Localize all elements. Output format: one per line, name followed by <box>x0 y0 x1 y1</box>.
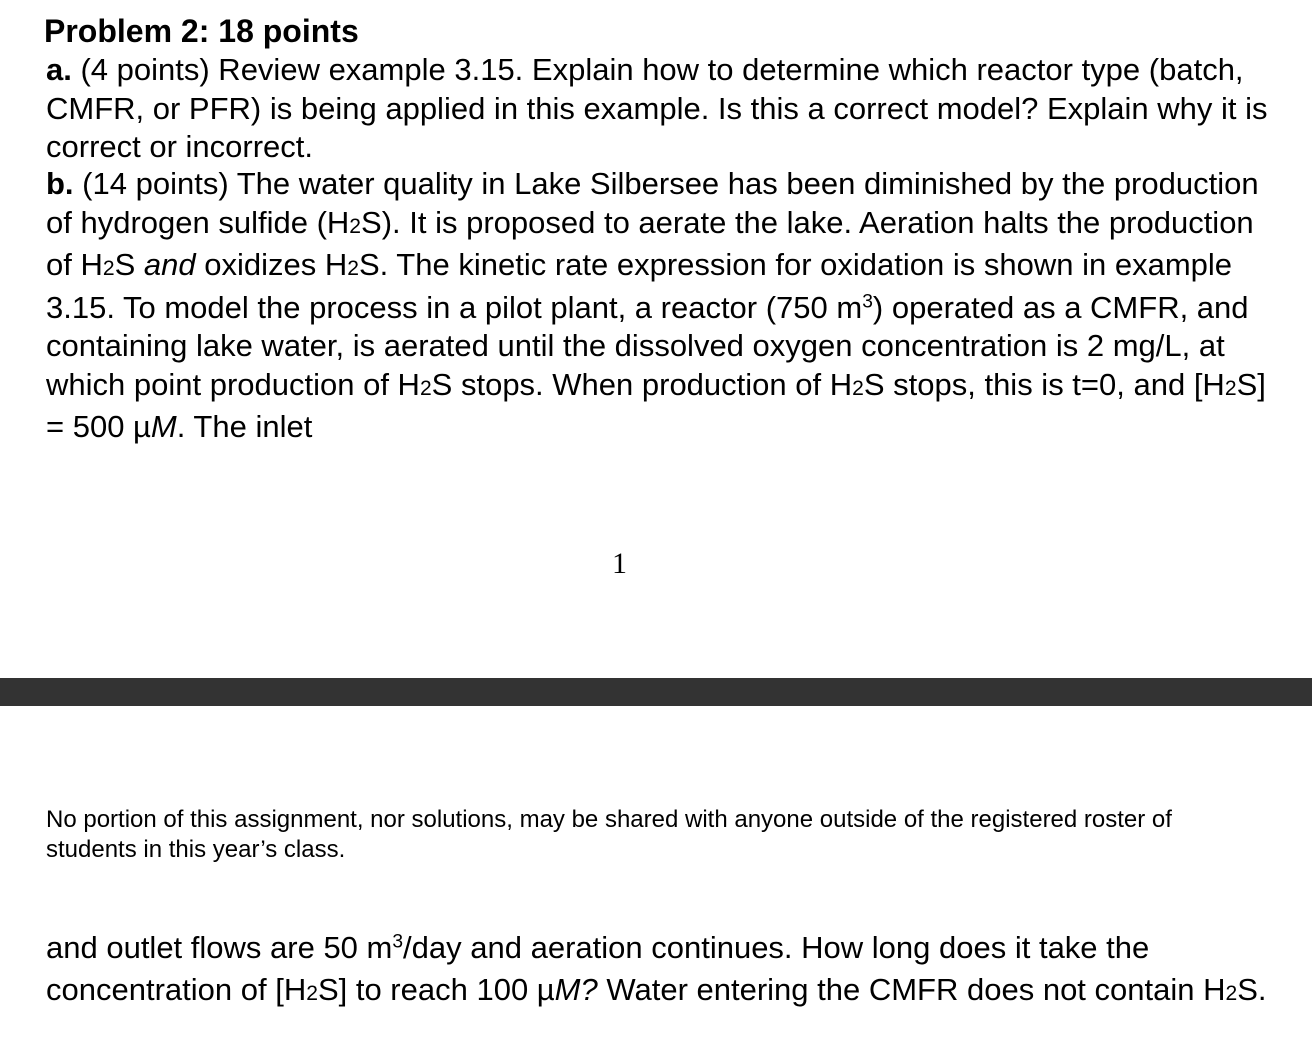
subscript-2: 2 <box>349 214 362 238</box>
part-b-cont-text: and outlet flows are 50 m <box>46 930 393 965</box>
part-b-text: S. The kinetic rate expression for oxidation is shown in example 3.15. To model the process in a pilot plant, a reactor (750 m <box>46 247 1233 325</box>
part-b-italic-text: M <box>150 409 177 444</box>
part-b-continued-paragraph <box>46 927 1286 1014</box>
superscript-3: 3 <box>862 290 873 312</box>
subscript-2: 2 <box>419 376 432 400</box>
sharing-notice: No portion of this assignment, nor solutions, may be shared with anyone outside of the registered roster of students in this year’s class. <box>46 806 1172 863</box>
part-b-paragraph <box>46 165 1286 447</box>
part-b-cont-text: S] to reach 100 µ <box>317 971 555 1007</box>
page-number: 1 <box>612 547 627 580</box>
subscript-2: 2 <box>347 257 359 280</box>
problem-title: Problem 2: 18 points <box>44 13 359 49</box>
part-a-text: (4 points) Review example 3.15. Explain how to determine which reactor type (batch, CMFR, or PFR) is being applied in this example. Is this a correct model? Explain why it is correct or incorrect. <box>46 52 1268 164</box>
part-b-cont-text: /day and aeration continues. How long does it take the concentration of [H <box>46 930 1150 1007</box>
subscript-2: 2 <box>1224 376 1237 400</box>
subscript-2: 2 <box>852 376 864 400</box>
part-b-text: S] = 500 µ <box>46 366 1266 444</box>
subscript-2: 2 <box>1225 981 1238 1005</box>
part-b-text: oxidizes H <box>195 247 348 282</box>
part-b-text: S stops. When production of H <box>431 366 853 402</box>
superscript-3: 3 <box>392 931 404 953</box>
part-a-label: a. <box>46 52 72 87</box>
part-b-label: b. <box>46 166 74 201</box>
part-b-cont-text: Water entering the CMFR does not contain H <box>597 971 1226 1007</box>
part-b-text: (14 points) The water quality in Lake Silbersee has been diminished by the production of hydrogen sulfide (H <box>46 166 1259 240</box>
part-b-cont-text: S. <box>1237 971 1267 1007</box>
part-b-text: S stops, this is t=0, and [H <box>863 366 1225 402</box>
page-divider-bar <box>0 678 1312 706</box>
part-b-text: . The inlet <box>176 409 313 444</box>
part-b-cont-italic-text: M? <box>554 971 598 1007</box>
subscript-2: 2 <box>102 257 115 280</box>
part-b-text: S). It is proposed to aerate the lake. Aeration halts the production of H <box>46 204 1254 282</box>
subscript-2: 2 <box>306 981 318 1005</box>
part-b-italic-text: and <box>143 247 196 282</box>
part-a-paragraph <box>46 51 1286 167</box>
part-b-text: S <box>114 247 144 282</box>
part-b-text: ) operated as a CMFR, and containing lake water, is aerated until the dissolved oxygen concentration is 2 mg/L, at which point production of H <box>46 289 1249 402</box>
